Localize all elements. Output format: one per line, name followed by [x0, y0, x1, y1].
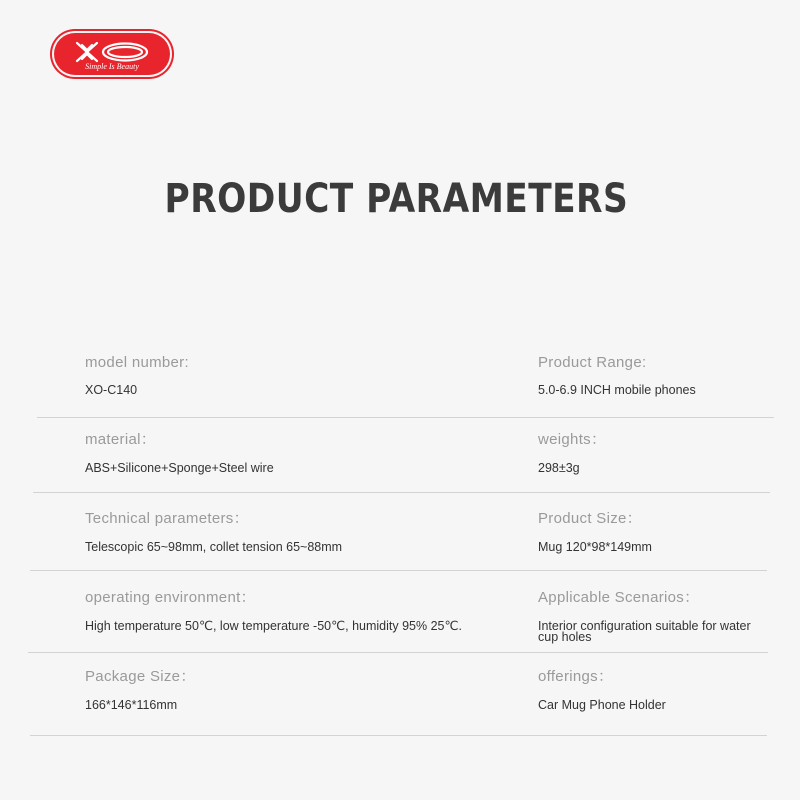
param-label: Product Size：	[538, 510, 642, 527]
param-label: offerings：	[538, 668, 614, 685]
param-material	[85, 428, 274, 474]
param-weights	[538, 428, 770, 474]
param-value: Telescopic 65~98mm, collet tension 65~88mm	[85, 540, 343, 554]
page-title: PRODUCT PARAMETERS	[164, 176, 629, 222]
param-value: 166*146*116mm	[85, 698, 178, 712]
param-value: XO-C140	[85, 383, 138, 397]
param-value: High temperature 50℃, low temperature -50℃, humidity 95% 25℃.	[85, 619, 463, 633]
param-label: model number:	[85, 354, 189, 371]
param-label: operating environment：	[85, 589, 256, 606]
row-divider	[33, 492, 770, 493]
row-divider	[30, 735, 767, 736]
param-label: Applicable Scenarios：	[538, 589, 700, 606]
param-product-size	[538, 507, 770, 553]
param-package-size	[85, 665, 196, 711]
param-model-number	[85, 354, 189, 396]
param-label: Technical parameters：	[85, 510, 249, 527]
row-divider	[28, 652, 768, 653]
param-value: 5.0-6.9 INCH mobile phones	[538, 383, 696, 397]
param-technical-parameters	[85, 507, 342, 553]
param-value: 298±3g	[538, 461, 580, 475]
param-label: material：	[85, 431, 157, 448]
param-product-range	[538, 354, 770, 396]
param-value: Car Mug Phone Holder	[538, 698, 666, 712]
param-applicable-scenarios	[538, 586, 770, 643]
logo-tagline: Simple Is Beauty	[85, 62, 139, 71]
param-value: ABS+Silicone+Sponge+Steel wire	[85, 461, 274, 475]
param-offerings	[538, 665, 770, 711]
param-operating-environment	[85, 586, 462, 632]
row-divider	[30, 570, 767, 571]
param-label: Product Range:	[538, 354, 647, 371]
param-label: Package Size：	[85, 668, 196, 685]
xo-logo	[54, 33, 170, 75]
row-divider	[37, 417, 774, 418]
xo-logo-mark	[54, 33, 170, 75]
param-label: weights：	[538, 431, 607, 448]
param-value: Mug 120*98*149mm	[538, 540, 652, 554]
param-value: Interior configuration suitable for water cup holes	[538, 619, 751, 644]
